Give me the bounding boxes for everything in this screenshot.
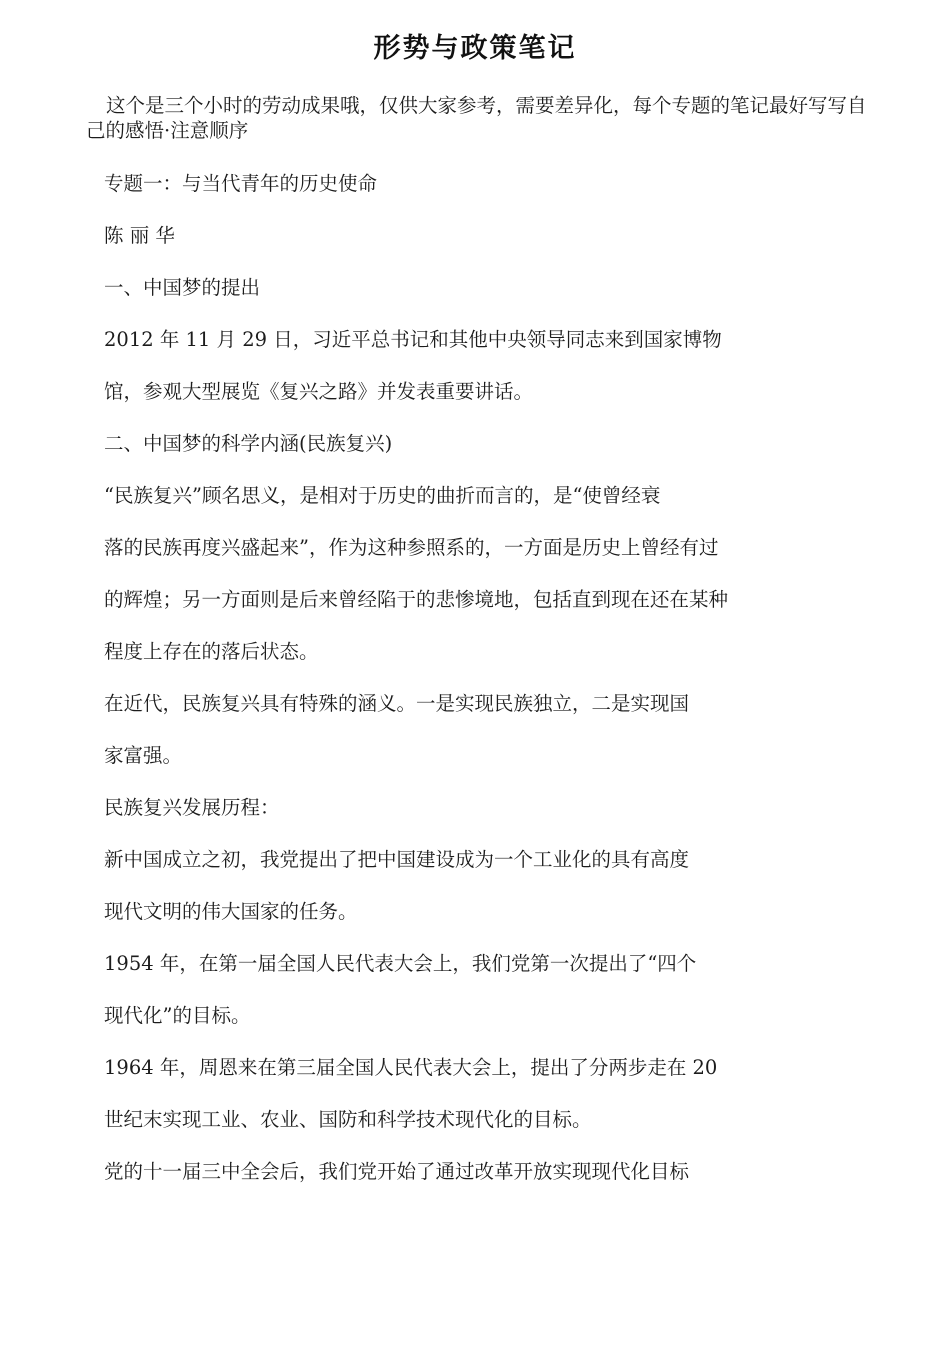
text-line: 新中国成立之初，我党提出了把中国建设成为一个工业化的具有高度 (104, 848, 690, 871)
document-title: 形势与政策笔记 (373, 33, 577, 64)
text-line: 现代文明的伟大国家的任务。 (104, 900, 358, 923)
text-line: 1954 年，在第一届全国人民代表大会上，我们党第一次提出了“四个 (104, 952, 697, 975)
text-line: 落的民族再度兴盛起来”，作为这种参照系的，一方面是历史上曾经有过 (104, 536, 719, 559)
text-line: 馆，参观大型展览《复兴之路》并发表重要讲话。 (104, 380, 534, 403)
text-line: 在近代，民族复兴具有特殊的涵义。一是实现民族独立，二是实现国 (104, 692, 690, 715)
section-heading-1: 一、中国梦的提出 (104, 276, 261, 299)
text-line: 党的十一届三中全会后，我们党开始了通过改革开放实现现代化目标 (104, 1160, 690, 1183)
text-line: 世纪末实现工业、农业、国防和科学技术现代化的目标。 (104, 1108, 592, 1131)
text-line: 的辉煌；另一方面则是后来曾经陷于的悲惨境地，包括直到现在还在某种 (104, 588, 729, 611)
section-heading-2: 二、中国梦的科学内涵(民族复兴) (104, 432, 393, 455)
text-line: 民族复兴发展历程： (104, 796, 280, 819)
intro-paragraph: 这个是三个小时的劳动成果哦，仅供大家参考，需要差异化，每个专题的笔记最好写写自己的感悟·注意顺序 (86, 94, 867, 142)
text-line: 家富强。 (104, 744, 183, 767)
text-line: 1964 年，周恩来在第三届全国人民代表大会上，提出了分两步走在 20 (104, 1056, 718, 1079)
topic-heading: 专题一：与当代青年的历史使命 (104, 172, 378, 195)
author-name: 陈 丽 华 (104, 224, 175, 247)
text-line: 2012 年 11 月 29 日，习近平总书记和其他中央领导同志来到国家博物 (104, 328, 722, 351)
text-line: 程度上存在的落后状态。 (104, 640, 319, 663)
text-line: “民族复兴”顾名思义，是相对于历史的曲折而言的，是“使曾经衰 (104, 484, 661, 507)
text-line: 现代化”的目标。 (104, 1004, 251, 1027)
